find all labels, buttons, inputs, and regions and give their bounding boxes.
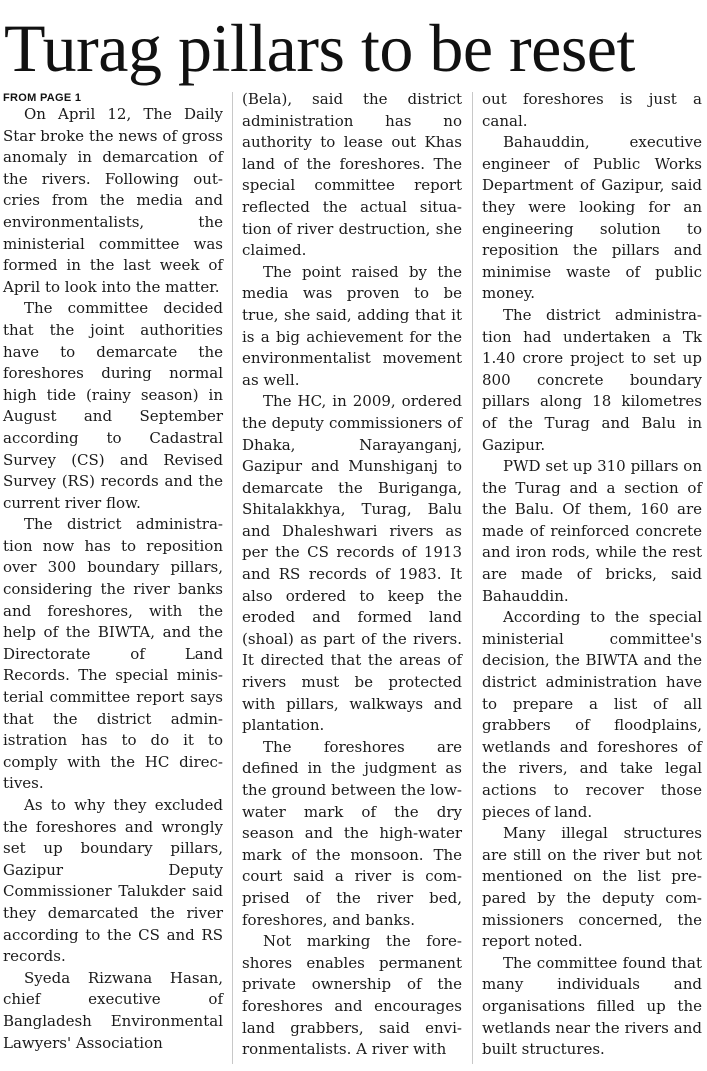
headline: Turag pillars to be reset (4, 10, 635, 86)
paragraph: Not marking the foreshores enables permanent private ownership of the foreshores and encourages land grabbers, said environmentalists. A river with (242, 932, 462, 1059)
paragraph: The foreshores are defined in the judgment as the ground between the low-water mark of the dry season and the high-water mark of the monsoon. The court said a river is comprised of the river bed, foreshores, and banks. (242, 737, 462, 929)
paragraph: The point raised by the media was proven to be true, she said, adding that it is a big achievement for the environmentalist movement as well. (242, 262, 462, 389)
article-column-2 (242, 89, 462, 1061)
paragraph: Many illegal structures are still on the river but not mentioned on the list prepared by the deputy commissioners concerned, the report noted. (482, 824, 702, 951)
paragraph: The committee found that many individuals and organisations filled up the wetlands near the rivers and built structures. (482, 953, 702, 1059)
paragraph: The district administration now has to reposition over 300 boundary pillars, considering the river banks and foreshores, with the help of the BIWTA, and the Directorate of Land Records. The special ministerial committee report says that the district administration has to do it to comply with the HC directives. (3, 515, 223, 793)
paragraph: The district administration had undertaken a Tk 1.40 crore project to set up 800 concrete boundary pillars along 18 kilometres of the Turag and Balu in Gazipur. (482, 305, 702, 454)
paragraph: The HC, in 2009, ordered the deputy commissioners of Dhaka, Narayanganj, Gazipur and Munshiganj to demarcate the Buriganga, Shitalakkhya, Turag, Balu and Dhaleshwari rivers as per the CS records of 1913 and RS records of 1983. It also ordered to keep the eroded and formed land (shoal) as part of the rivers. It directed that the areas of rivers must be protected with pillars, walkways and plantation. (242, 392, 462, 735)
paragraph: According to the special ministerial committee's decision, the BIWTA and the district administration have to prepare a list of all grabbers of floodplains, wetlands and foreshores of the rivers, and take legal actions to recover those pieces of land. (482, 608, 702, 821)
paragraph: On April 12, The Daily Star broke the news of gross anomaly in demarcation of the rivers. Following outcries from the media and environmentalists, the ministerial committee was formed in the last week of April to look into the matter. (3, 105, 223, 296)
column-divider (232, 92, 233, 1064)
continuation-kicker: FROM PAGE 1 (3, 92, 82, 104)
paragraph: Bahauddin, executive engineer of Public Works Department of Gazipur, said they were looking for an engineering solution to reposition the pillars and minimise waste of public money. (482, 133, 702, 303)
column-divider (472, 92, 473, 1064)
paragraph: As to why they excluded the foreshores and wrongly set up boundary pillars, Gazipur Deputy Commissioner Talukder said they demarcated the river according to the CS and RS records. (3, 796, 223, 966)
article-column-3 (482, 89, 702, 1061)
article-column-1 (3, 104, 223, 1054)
paragraph: Syeda Rizwana Hasan, chief executive of Bangladesh Environmental Lawyers' Association (3, 968, 223, 1052)
paragraph: The committee decided that the joint authorities have to demarcate the foreshores during normal high tide (rainy season) in August and September according to Cadastral Survey (CS) and Revised Survey (RS) records and the current river flow. (3, 299, 223, 512)
paragraph: (Bela), said the district administration has no authority to lease out Khas land of the foreshores. The special committee report reflected the actual situation of river destruction, she claimed. (242, 90, 462, 260)
paragraph: PWD set up 310 pillars on the Turag and a section of the Balu. Of them, 160 are made of reinforced concrete and iron rods, while the rest are made of bricks, said Bahauddin. (482, 457, 702, 605)
paragraph: out foreshores is just a canal. (482, 90, 702, 130)
